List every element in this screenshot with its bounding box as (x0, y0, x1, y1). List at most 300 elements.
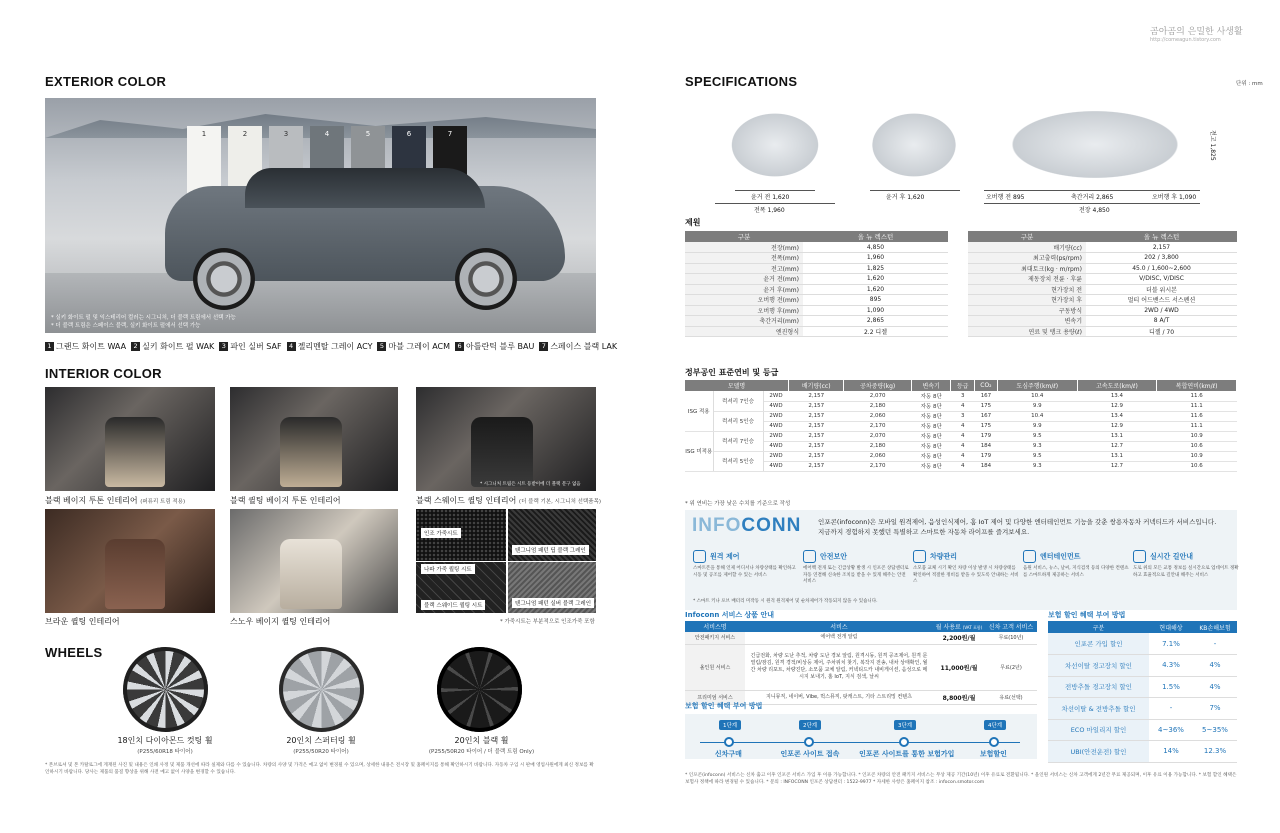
feature-title (803, 550, 911, 563)
fuel-row (685, 461, 1237, 471)
spec-label: 현가장치 후 (968, 295, 1086, 306)
step-dot (804, 737, 814, 747)
fuel-cell: 9.3 (997, 441, 1077, 451)
svc-desc: 긴급전화, 차량 도난 추적, 차량 도난 경보 알림, 원격시동, 원격 공조제어, 원격 문열림/잠김, 원격 경적/비상등 제어, 주차위치 찾기, 복작지 전송, 내차 상태확인, 월간 차량 리포트, 차량진단, 소모품 교체 알림, 커넥티드카 내비게이션, 음성으로 메시지 보내기, 홈 IoT, 지식 검색, 날씨 (745, 644, 933, 690)
ins-hyundai: 1.5% (1149, 676, 1193, 698)
spec-value: 2,865 (803, 316, 948, 327)
spec-value: 1,620 (803, 274, 948, 285)
step-badge: 3단계 (894, 720, 916, 730)
color-number: 5 (377, 342, 386, 351)
spec-value: 1,620 (803, 284, 948, 295)
fuel-cell: 12.7 (1077, 461, 1157, 471)
fuel-cell: 179 (974, 451, 997, 461)
svc-title: Infoconn 서비스 상품 안내 (685, 611, 775, 619)
interior-name-2: 블랙 퀼팅 베이지 투톤 인테리어 (230, 496, 341, 505)
svc-col-desc: 서비스 (745, 621, 933, 632)
fuel-note: * 위 연비는 가장 낮은 수치를 기준으로 작성 (685, 501, 791, 507)
overhang-front: 오버행 전 895 (986, 194, 1025, 201)
step-label: 인포콘 사이트 접속 (780, 750, 840, 758)
svc-benefit: 유료(선택) (985, 690, 1037, 704)
feature-1 (693, 550, 801, 579)
feature-3 (913, 550, 1021, 586)
interior-photo-5 (230, 509, 398, 613)
feature-title (913, 550, 1021, 563)
step-label: 인포콘 사이트를 통한 보험가입 (859, 750, 955, 758)
svc-desc: 에어백 전개 알림 (745, 632, 933, 644)
interior-photo-3 (416, 387, 596, 491)
ins-hyundai: 4.3% (1149, 655, 1193, 677)
intro-line-1: 인포콘(infoconn)은 모바일 원격제어, 음성인식제어, 홈 IoT 제어 및 다양한 엔터테인먼트 기능을 갖춘 쌍용자동차 커넥티드카 서비스입니다. (818, 518, 1217, 526)
wheel-caption-3 (404, 735, 559, 755)
color-name: 실키 화이트 펄 WAK (142, 342, 215, 351)
fuel-cell: 4 (951, 461, 975, 471)
color-item (377, 342, 450, 351)
color-item (539, 342, 617, 351)
fuel-trim: 럭셔리 5인승 (713, 411, 763, 431)
svc-benefit: 무료(10년) (985, 632, 1037, 644)
spec-label: 제동장치 전륜 · 후륜 (968, 274, 1086, 285)
fuel-row (685, 441, 1237, 451)
specs-title: SPECIFICATIONS (685, 74, 798, 89)
fuel-col: 변속기 (911, 380, 951, 391)
spec-value: V/DISC, V/DISC (1086, 274, 1237, 285)
svc-fee: 8,800원/월 (933, 690, 985, 704)
front-width: 전폭 1,960 (754, 207, 785, 214)
fuel-col: 배기량(cc) (789, 380, 844, 391)
interior-name-1: 블랙 베이지 투톤 인테리어 (45, 496, 138, 505)
wheel-20-black (437, 647, 522, 732)
swatch-number: 6 (406, 130, 412, 138)
interior-photo-1 (45, 387, 215, 491)
fuel-cell: 184 (974, 441, 997, 451)
fuel-cell: 2,157 (789, 461, 844, 471)
spec-value: 895 (803, 295, 948, 306)
fuel-cell: 2WD (763, 411, 789, 421)
interior-photo-4 (45, 509, 215, 613)
interior-sub-3: (더 블랙 기본, 시그니처 선택품목) (518, 499, 602, 505)
color-name: 젤리멘탈 그레이 ACY (297, 342, 373, 351)
interior-caption-2 (230, 495, 341, 506)
spec-label: 윤거 후(mm) (685, 284, 803, 295)
fuel-col: 등급 (951, 380, 975, 391)
feature-title-text: 실시간 길안내 (1150, 552, 1194, 561)
infoconn-logo (692, 515, 801, 537)
ins-item: UBI(안전운전) 할인 (1048, 741, 1149, 763)
ins-item: 차선이탈 경고장치 할인 (1048, 655, 1149, 677)
unit-label: 단위 : mm (1236, 81, 1263, 87)
feature-2 (803, 550, 911, 586)
intro-line-2: 지금까지 경험하지 못했던 특별하고 스마트한 자동차 라이프를 즐겨보세요. (818, 528, 1030, 536)
wheel-caption-1 (90, 735, 240, 755)
feature-title-text: 차량관리 (930, 552, 958, 561)
exterior-title: EXTERIOR COLOR (45, 74, 167, 89)
wheel-20-sputtering (279, 647, 364, 732)
fuel-col: 공차중량(kg) (844, 380, 911, 391)
color-item (287, 342, 373, 351)
seat (105, 417, 165, 487)
spec-label: 최고출력(ps/rpm) (968, 253, 1086, 264)
right-page (640, 0, 1280, 833)
fuel-cell: 9.5 (997, 451, 1077, 461)
feature-desc: 소모품 교체 시기 확인 차량 이상 발생 시 차량상태를 확인하여 적절한 정비를 받을 수 있도록 안내하는 서비스 (913, 566, 1019, 584)
fuel-cell: 12.9 (1077, 401, 1157, 411)
spec-label: 전장(mm) (685, 242, 803, 253)
fuel-cell: 자동 8단 (911, 391, 951, 401)
fuel-cell: 4WD (763, 421, 789, 431)
feature-desc: 에어백 전개 또는 긴급상황 발생 시 인포콘 상담센터로 자동 연결해 신속한 조치를 받을 수 있게 해주는 안전 서비스 (803, 566, 909, 584)
wheels-title: WHEELS (45, 645, 103, 660)
fuel-table (685, 380, 1237, 472)
feature-note: * 스마트 키나 포브 배터리 미작동 시 원격 원격제어 및 순차제어가 작동되지 않을 수 있습니다. (693, 599, 878, 604)
feature-title (693, 550, 801, 563)
spec-label: 전폭(mm) (685, 253, 803, 264)
color-number: 3 (219, 342, 228, 351)
color-item (45, 342, 126, 351)
fuel-cell: 자동 8단 (911, 411, 951, 421)
fuel-cell: 자동 8단 (911, 431, 951, 441)
feature-4 (1023, 550, 1131, 579)
step-dot (724, 737, 734, 747)
color-name: 스페이스 블랙 LAK (550, 342, 618, 351)
ins-row (1048, 698, 1237, 720)
fuel-cell: 2,157 (789, 431, 844, 441)
wheelbase: 축간거리 2,865 (1071, 194, 1114, 201)
fuel-cell: 184 (974, 461, 997, 471)
fuel-cell: 9.9 (997, 401, 1077, 411)
feature-title-text: 엔터테인먼트 (1040, 552, 1081, 561)
ins-item: ECO 마일리지 할인 (1048, 719, 1149, 741)
svc-col-fee (933, 621, 985, 632)
fuel-cell: 자동 8단 (911, 451, 951, 461)
ins-kb: - (1193, 633, 1237, 655)
swatch-number: 7 (447, 130, 453, 138)
fuel-cell: 11.6 (1157, 411, 1237, 421)
fuel-cell: 2,157 (789, 401, 844, 411)
ins-row (1048, 676, 1237, 698)
ins-col-item: 구분 (1048, 621, 1149, 633)
swatch-number: 3 (283, 130, 289, 138)
seat (471, 417, 533, 487)
spec-label: 현가장치 전 (968, 284, 1086, 295)
spec-value: 더블 위시본 (1086, 284, 1237, 295)
spec-value: 디젤 / 70 (1086, 326, 1237, 337)
spec-label: 연료 및 탱크 용량(ℓ) (968, 326, 1086, 337)
spec-value: 1,825 (803, 263, 948, 274)
color-name: 파인 실버 SAF (230, 342, 282, 351)
feature-desc: 음원 서비스, 뉴스, 날씨, 지식검색 등의 다양한 컨텐츠를 스마트하게 제공하는 서비스 (1023, 566, 1129, 578)
fuel-cell: 3 (951, 391, 975, 401)
car-roof (245, 168, 485, 208)
spec-value: 1,090 (803, 305, 948, 316)
left-footer: * 본브로셔 및 본 카탈로그에 게재된 사진 및 내용은 인쇄 사정 및 제품 개선에 따라 실제와 다를 수 있습니다. 차량의 사양 및 가격은 예고 없이 변경될 수 있으며, 상세한 내용은 전시장 및 홈페이지를 통해 확인하시기 바랍니다. 자동차 구입 시 판매 영업사원에게 최신 정보를 확인하시기 바랍니다. 당사는 제품의 품질 향상을 위해 사전 예고 없이 사양을 변경할 수 있습니다. (45, 763, 594, 775)
step-badge: 1단계 (719, 720, 741, 730)
spec-row (968, 242, 1237, 253)
spec-label: 전고(mm) (685, 263, 803, 274)
color-item (455, 342, 534, 351)
fuel-group: ISG 미적용 (685, 431, 713, 471)
texture-label-3: 나파 가죽 퀼팅 시트 (421, 564, 475, 574)
fuel-cell: 4 (951, 441, 975, 451)
feature-desc: 도로 위의 모든 교통 정보를 실시간으로 업데이트 정확하고 효율적으로 길안내 해주는 서비스 (1133, 566, 1239, 578)
spec-label: 오버행 전(mm) (685, 295, 803, 306)
spec-row (968, 253, 1237, 264)
spec-value: 202 / 3,800 (1086, 253, 1237, 264)
wheel-spec-2: (P255/50R20 타이어) (293, 749, 349, 755)
seat (280, 539, 342, 609)
spec-table-left (685, 231, 948, 337)
fuel-cell: 2,070 (844, 391, 911, 401)
car-front-view (720, 105, 830, 185)
fuel-cell: 167 (974, 391, 997, 401)
spec-col-item: 구분 (968, 231, 1086, 242)
side-dim-line (984, 190, 1200, 191)
fuel-cell: 자동 8단 (911, 401, 951, 411)
spec-label: 엔진형식 (685, 326, 803, 337)
ins-row (1048, 633, 1237, 655)
fuel-cell: 2,070 (844, 431, 911, 441)
ins-kb: 4% (1193, 655, 1237, 677)
phone-icon (693, 550, 706, 563)
spec-value: 45.0 / 1,600~2,600 (1086, 263, 1237, 274)
ins-kb: 5~35% (1193, 719, 1237, 741)
spec-col-item: 구분 (685, 231, 803, 242)
spec-value: 2.2 디젤 (803, 326, 948, 337)
texture-note: * 가죽시트는 부분적으로 인조가죽 포함 (500, 619, 595, 625)
ins-kb: 4% (1193, 676, 1237, 698)
logo-part-1: INFO (692, 515, 742, 536)
fuel-group: ISG 적용 (685, 391, 713, 431)
wheel-name-1: 18인치 다이아몬드 컷팅 휠 (117, 736, 213, 745)
ins-hyundai: 14% (1149, 741, 1193, 763)
step-dot (899, 737, 909, 747)
svc-name: 올인원 서비스 (685, 644, 745, 690)
interior-caption-1 (45, 495, 185, 506)
fuel-cell: 4 (951, 421, 975, 431)
fuel-cell: 2WD (763, 451, 789, 461)
feature-title (1023, 550, 1131, 563)
swatch-number: 5 (365, 130, 371, 138)
svc-col-name: 서비스명 (685, 621, 745, 632)
fuel-cell: 179 (974, 431, 997, 441)
fuel-cell: 9.5 (997, 431, 1077, 441)
spec-value: 8 A/T (1086, 316, 1237, 327)
music-icon (1023, 550, 1036, 563)
front-tread-line (735, 190, 815, 191)
svc-col-fee-note: (VAT 포함) (962, 625, 983, 630)
spec-table-title: 제원 (685, 218, 701, 227)
watermark-title: 곰아곰의 은밀한 사생활 (1150, 27, 1243, 37)
fuel-cell: 175 (974, 401, 997, 411)
logo-part-2: CONN (741, 515, 802, 536)
ins-hyundai: 7.1% (1149, 633, 1193, 655)
car-rear-view (861, 105, 967, 185)
svc-name: 안전패키지 서비스 (685, 632, 745, 644)
color-name: 그랜드 화이트 WAA (56, 342, 127, 351)
ins-col-kb: KB손해보험 (1193, 621, 1237, 633)
rear-tread-line (870, 190, 960, 191)
feature-desc: 스마트폰을 통해 언제 어디서나 차량상태를 확인하고 시동 및 공조를 제어할 수 있는 서비스 (693, 566, 796, 578)
fuel-cell: 167 (974, 411, 997, 421)
interior-caption-3 (416, 495, 601, 506)
fuel-trim: 럭셔리 7인승 (713, 391, 763, 411)
ins-row (1048, 655, 1237, 677)
seat (105, 539, 165, 609)
ins-hyundai: - (1149, 698, 1193, 720)
height: 전고 1,825 (1209, 130, 1216, 161)
ins-hyundai: 4~36% (1149, 719, 1193, 741)
svc-name: 프리미엄 서비스 (685, 690, 745, 704)
step-label: 보험할인 (979, 750, 1007, 758)
spec-value: 멀티 어드밴스드 서스펜션 (1086, 295, 1237, 306)
fuel-cell: 10.4 (997, 411, 1077, 421)
svc-row (685, 644, 1037, 690)
fuel-cell: 2,157 (789, 411, 844, 421)
fuel-cell: 11.1 (1157, 421, 1237, 431)
shield-icon (803, 550, 816, 563)
fuel-cell: 11.1 (1157, 401, 1237, 411)
spec-row (685, 274, 948, 285)
fuel-cell: 175 (974, 421, 997, 431)
svc-row (685, 632, 1037, 644)
fuel-cell: 10.4 (997, 391, 1077, 401)
ins-kb: 12.3% (1193, 741, 1237, 763)
fuel-cell: 13.1 (1077, 451, 1157, 461)
color-number: 1 (45, 342, 54, 351)
spec-value: 4,850 (803, 242, 948, 253)
fuel-col: 복합연비(km/ℓ) (1157, 380, 1237, 391)
wheel-caption-2 (246, 735, 396, 755)
car-side-view (990, 102, 1200, 187)
spec-row (685, 263, 948, 274)
fuel-col: CO₂ (974, 380, 997, 391)
interior-caption-5 (230, 616, 330, 627)
swatch-number: 1 (201, 130, 207, 138)
feature-title-text: 안전보안 (820, 552, 848, 561)
watermark-url: http://comeagun.tistory.com (1150, 37, 1221, 43)
spec-label: 구동방식 (968, 305, 1086, 316)
color-number: 6 (455, 342, 464, 351)
fuel-cell: 2,170 (844, 461, 911, 471)
swatch-number: 2 (242, 130, 248, 138)
fuel-cell: 10.9 (1157, 431, 1237, 441)
fuel-cell: 2,060 (844, 451, 911, 461)
spec-label: 배기량(cc) (968, 242, 1086, 253)
fuel-cell: 4WD (763, 441, 789, 451)
svc-col-fee-label: 월 사용료 (935, 624, 961, 631)
fuel-row (685, 391, 1237, 401)
wheel-spec-3: (P255/50R20 타이어 / 더 블랙 트림 Only) (428, 749, 535, 755)
exterior-color-list (45, 341, 622, 352)
fuel-cell: 13.4 (1077, 411, 1157, 421)
front-tread: 윤거 전 1,620 (751, 194, 790, 201)
exterior-note-2: * 더 블랙 트림은 스페이스 블랙, 실키 화이트 펄에서 선택 가능 (51, 323, 201, 329)
fuel-trim: 럭셔리 7인승 (713, 431, 763, 451)
texture-label-5: 텐그니엄 패턴 실버 블랙 그레인 (512, 598, 594, 608)
interior-photo-note: * 시그니처 트림은 시트 등받이에 더 블랙 문구 없음 (480, 482, 581, 487)
fuel-col: 도심주행(km/ℓ) (997, 380, 1077, 391)
step-badge: 4단계 (984, 720, 1006, 730)
spec-row (685, 326, 948, 337)
front-width-line (715, 203, 835, 204)
fuel-cell: 10.6 (1157, 461, 1237, 471)
fuel-row (685, 411, 1237, 421)
fuel-cell: 13.4 (1077, 391, 1157, 401)
fuel-cell: 4 (951, 431, 975, 441)
step-badge: 2단계 (799, 720, 821, 730)
fuel-row (685, 401, 1237, 411)
rear-tread: 윤거 후 1,620 (886, 194, 925, 201)
ins-item: 전방추돌 경고장치 할인 (1048, 676, 1149, 698)
spec-row (685, 295, 948, 306)
insurance-table (1048, 621, 1237, 763)
texture-label-2: 텐그니엄 패턴 딥 블랙 그레인 (512, 545, 589, 555)
spec-row (968, 295, 1237, 306)
color-number: 4 (287, 342, 296, 351)
exterior-note (51, 314, 236, 330)
fuel-col: 모델명 (685, 380, 789, 391)
ins-row (1048, 719, 1237, 741)
interior-name-3: 블랙 스웨이드 퀼팅 인테리어 (416, 496, 517, 505)
fuel-cell: 4 (951, 451, 975, 461)
navigation-icon (1133, 550, 1146, 563)
spec-col-model: 올 뉴 렉스턴 (803, 231, 948, 242)
fuel-cell: 3 (951, 411, 975, 421)
svc-desc: 지니뮤직, 네이버, Vibe, 벅스뮤직, 팟캐스트, 기타 스트리밍 컨텐츠 (745, 690, 933, 704)
fuel-cell: 2,157 (789, 441, 844, 451)
wheel-name-3: 20인치 블랙 휠 (454, 736, 509, 745)
fuel-title: 정부공인 표준연비 및 등급 (685, 368, 779, 377)
fuel-cell: 13.1 (1077, 431, 1157, 441)
spec-row (685, 305, 948, 316)
spec-row (685, 284, 948, 295)
fuel-cell: 12.7 (1077, 441, 1157, 451)
rear-wheel (455, 248, 517, 310)
spec-row (968, 326, 1237, 337)
right-footer: * 인포콘(infoconn) 서비스는 신차 출고 이후 인포콘 서비스 가입 후 이용 가능합니다. * 인포콘 차량의 안전 패키지 서비스는 무상 제공 기간(10년) 이후 유료로 전환됩니다. * 올인원 서비스는 신차 고객에게 2년간 무료 제공되며, 이후 유료 이용 가능합니다. * 보험 할인 혜택은 보험사 정책에 따라 변경될 수 있습니다. * 문의 : INFOCONN 인포콘 상담센터 : 1522-9977 * 자세한 사항은 홈페이지 참조 : infocon.smotor.com (685, 773, 1237, 785)
overhang-rear: 오버행 후 1,090 (1152, 194, 1197, 201)
spec-label: 축간거리(mm) (685, 316, 803, 327)
svc-fee: 11,000원/월 (933, 644, 985, 690)
ins-col-hyundai: 현대해상 (1149, 621, 1193, 633)
spec-row (968, 305, 1237, 316)
interior-name-5: 스노우 베이지 퀼팅 인테리어 (230, 617, 331, 626)
feature-title (1133, 550, 1241, 563)
color-number: 7 (539, 342, 548, 351)
fuel-cell: 2,180 (844, 441, 911, 451)
spec-value: 2WD / 4WD (1086, 305, 1237, 316)
fuel-cell: 2WD (763, 391, 789, 401)
color-item (219, 342, 281, 351)
spec-row (685, 253, 948, 264)
car-icon (913, 550, 926, 563)
interior-photo-2 (230, 387, 398, 491)
wheel-name-2: 20인치 스퍼터링 휠 (286, 736, 356, 745)
svc-fee: 2,200원/월 (933, 632, 985, 644)
spec-row (685, 316, 948, 327)
fuel-cell: 9.3 (997, 461, 1077, 471)
infoconn-intro (818, 517, 1233, 537)
spec-label: 오버행 후(mm) (685, 305, 803, 316)
svc-benefit: 무료(2년) (985, 644, 1037, 690)
spec-value: 1,960 (803, 253, 948, 264)
ins-item: 인포콘 가입 할인 (1048, 633, 1149, 655)
length-line (984, 203, 1200, 204)
spec-label: 윤거 전(mm) (685, 274, 803, 285)
fuel-cell: 2,157 (789, 451, 844, 461)
length: 전장 4,850 (1079, 207, 1110, 214)
fuel-cell: 2,157 (789, 391, 844, 401)
spec-label: 최대토크(kg · m/rpm) (968, 263, 1086, 274)
